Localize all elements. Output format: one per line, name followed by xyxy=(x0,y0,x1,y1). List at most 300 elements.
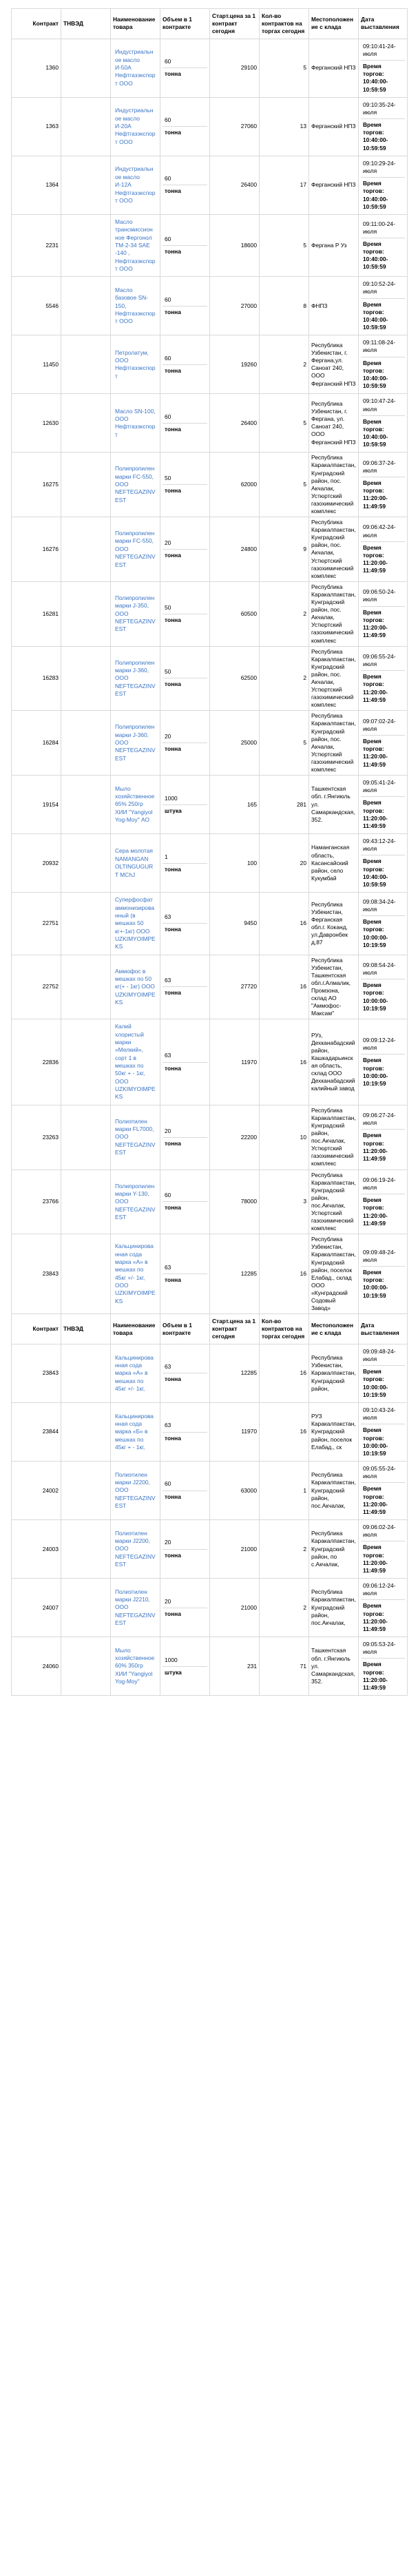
column-header-tnved: ТНВЭД xyxy=(61,9,111,39)
column-header-count: Кол-во контрактов на торгах сегодня xyxy=(260,1314,309,1344)
product-name-link[interactable]: Полипропилен марки J-350, ООО NEFTEGAZINVEST xyxy=(115,594,156,633)
table-row xyxy=(12,335,408,394)
start-price: 63000 xyxy=(210,1462,260,1520)
product-name-link[interactable]: Полипропилен марки Y-130, ООО NEFTEGAZINVEST xyxy=(115,1182,156,1221)
volume-cell xyxy=(160,834,210,893)
contract-number: 23843 xyxy=(12,1344,61,1402)
posted-timestamp: 09:05:41-24-июля xyxy=(361,777,405,797)
product-name-link[interactable]: Полипропилен марки J-360, ООО NEFTEGAZINVEST xyxy=(115,723,156,762)
start-price: 26400 xyxy=(210,156,260,214)
volume-value: 1000 xyxy=(163,1654,207,1667)
tnved-code xyxy=(61,1637,111,1696)
volume-cell xyxy=(160,1234,210,1314)
contracts-count: 5 xyxy=(260,39,309,97)
contracts-count: 281 xyxy=(260,776,309,834)
auction-time: Время торгов: 10:00:00-10:19:59 xyxy=(363,1057,388,1087)
table-row xyxy=(12,1403,408,1462)
product-name-link[interactable]: Масло трансмиссионное Фергонол ТМ-2-34 SAE -140 , Нефтгазэкспорт ООО xyxy=(115,218,156,272)
posted-timestamp: 09:06:55-24-июля xyxy=(361,651,405,671)
tnved-code xyxy=(61,834,111,893)
volume-unit: тонна xyxy=(165,551,181,559)
volume-cell xyxy=(160,517,210,582)
product-name-cell xyxy=(111,1105,160,1170)
product-name-link[interactable]: Калий хлористый марки «Мелкий», сорт 1 в мешках по 50кг + - 1кг, ООО UZKIMYOIMPEKS xyxy=(115,1023,156,1101)
product-name-link[interactable]: Масло базовое SN-150, Нефтгазэкспорт ООО xyxy=(115,286,156,325)
table-row xyxy=(12,711,408,776)
volume-unit: тонна xyxy=(165,745,181,753)
volume-value: 1000 xyxy=(163,793,207,805)
volume-cell xyxy=(160,1579,210,1637)
volume-cell xyxy=(160,1105,210,1170)
warehouse-location: Ферганский НПЗ xyxy=(309,97,359,156)
contract-number: 11450 xyxy=(12,335,61,394)
date-cell xyxy=(359,1234,408,1314)
product-name-link[interactable]: Полиэтилен марки FL7000, ООО NEFTEGAZINVEST xyxy=(115,1117,156,1156)
table-row xyxy=(12,1105,408,1170)
volume-value: 60 xyxy=(163,233,207,246)
column-header-name: Наименование товара xyxy=(111,1314,160,1344)
table-row xyxy=(12,1579,408,1637)
volume-value: 60 xyxy=(163,1478,207,1490)
table-row xyxy=(12,1520,408,1579)
auction-time: Время торгов: 11:20:00-11:49:59 xyxy=(363,1661,388,1691)
posted-timestamp: 09:06:02-24-июля xyxy=(361,1521,405,1541)
date-cell xyxy=(359,39,408,97)
volume-cell xyxy=(160,711,210,776)
tnved-code xyxy=(61,39,111,97)
warehouse-location: Республика Каракалпакстан, Кунградский район, пос. Акчалак, Устюртский газохимический комплекс xyxy=(309,646,359,711)
warehouse-location: Республика Каракалпакстан, Кунградский район, пос. Акчалак, Устюртский газохимический комплекс xyxy=(309,581,359,646)
product-name-link[interactable]: Кальцинированная сода марка «Б» в мешках по 45кг + - 1кг, xyxy=(115,1412,154,1451)
posted-timestamp: 09:05:53-24-июля xyxy=(361,1639,405,1659)
posted-timestamp: 09:10:47-24-июля xyxy=(361,395,405,415)
posted-timestamp: 09:11:08-24-июля xyxy=(361,337,405,357)
volume-value: 63 xyxy=(163,1361,207,1373)
volume-value: 60 xyxy=(163,56,207,68)
product-name-cell xyxy=(111,834,160,893)
volume-cell xyxy=(160,1520,210,1579)
product-name-link[interactable]: Индустриальное масло И-50А Нефтгазэкспорт ООО xyxy=(115,48,156,87)
contracts-count: 5 xyxy=(260,453,309,517)
volume-value: 63 xyxy=(163,1262,207,1274)
date-cell xyxy=(359,214,408,276)
table-row xyxy=(12,453,408,517)
date-cell xyxy=(359,517,408,582)
volume-value: 60 xyxy=(163,1190,207,1202)
product-name-cell xyxy=(111,581,160,646)
tnved-code xyxy=(61,1105,111,1170)
contract-number: 23263 xyxy=(12,1105,61,1170)
contracts-count: 71 xyxy=(260,1637,309,1696)
volume-value: 50 xyxy=(163,472,207,485)
start-price: 78000 xyxy=(210,1170,260,1234)
product-name-link[interactable]: Полипропилен марки J-360, ООО NEFTEGAZINVEST xyxy=(115,658,156,697)
date-cell xyxy=(359,156,408,214)
contract-number: 22836 xyxy=(12,1019,61,1105)
auction-time: Время торгов: 11:20:00-11:49:59 xyxy=(363,738,388,768)
volume-unit: тонна xyxy=(165,425,181,433)
product-name-link[interactable]: Полипропилен марки FC-550, ООО NEFTEGAZINVEST xyxy=(115,530,156,568)
date-cell xyxy=(359,955,408,1019)
volume-unit: тонна xyxy=(165,1064,181,1072)
date-cell xyxy=(359,1105,408,1170)
volume-unit: тонна xyxy=(165,926,181,933)
table-row xyxy=(12,646,408,711)
auction-time: Время торгов: 11:20:00-11:49:59 xyxy=(363,799,388,829)
volume-value: 63 xyxy=(163,975,207,987)
contracts-count: 2 xyxy=(260,1579,309,1637)
table-row xyxy=(12,394,408,453)
product-name-link[interactable]: Полиэтилен марки J2210, ООО NEFTEGAZINVEST xyxy=(115,1588,156,1627)
date-cell xyxy=(359,1637,408,1696)
volume-unit: тонна xyxy=(165,1375,181,1383)
volume-unit: тонна xyxy=(165,487,181,495)
table-row xyxy=(12,581,408,646)
auction-time: Время торгов: 11:20:00-11:49:59 xyxy=(363,1132,388,1162)
product-name-link[interactable]: Полипропилен марки FC-550, ООО NEFTEGAZINVEST xyxy=(115,465,156,503)
volume-unit: штука xyxy=(165,1668,182,1676)
tnved-code xyxy=(61,97,111,156)
contract-number: 22751 xyxy=(12,893,61,955)
start-price: 60500 xyxy=(210,581,260,646)
date-cell xyxy=(359,834,408,893)
volume-cell xyxy=(160,1344,210,1402)
contracts-count: 16 xyxy=(260,1344,309,1402)
table-header-row xyxy=(12,1314,408,1344)
posted-timestamp: 09:09:48-24-июля xyxy=(361,1346,405,1366)
warehouse-location: Ташкентская обл. г.Янгиюль ул. Самаркандская, 352. xyxy=(309,776,359,834)
product-name-link[interactable]: Мыло хозяйственное 60% 350гр ХИИ "Yangiyol Yog-Moy" xyxy=(115,1646,155,1685)
column-header-price: Старт.цена за 1 контракт сегодня xyxy=(210,1314,260,1344)
contracts-count: 10 xyxy=(260,1105,309,1170)
volume-value: 63 xyxy=(163,1420,207,1432)
contracts-count: 3 xyxy=(260,1170,309,1234)
tnved-code xyxy=(61,1403,111,1462)
product-name-link[interactable]: Индустриальное масло И-12А Нефтгазэкспорт ООО xyxy=(115,165,156,204)
tnved-code xyxy=(61,776,111,834)
column-header-count: Кол-во контрактов на торгах сегодня xyxy=(260,9,309,39)
auction-time: Время торгов: 10:40:00-10:59:59 xyxy=(363,858,388,888)
volume-value: 60 xyxy=(163,411,207,424)
table-row xyxy=(12,156,408,214)
product-name-cell xyxy=(111,517,160,582)
start-price: 62500 xyxy=(210,646,260,711)
posted-timestamp: 09:08:54-24-июля xyxy=(361,959,405,979)
warehouse-location: Республика Каракалпакстан, Кунградский район, пос.Акчалак, Устюртский газохимический комплекс xyxy=(309,1105,359,1170)
start-price: 12285 xyxy=(210,1344,260,1402)
product-name-link[interactable]: Кальцинированная сода марка «А» в мешках по 45кг +/- 1кг, xyxy=(115,1353,154,1392)
product-name-link[interactable]: Полиэтилен марки J2200, ООО NEFTEGAZINVEST xyxy=(115,1471,156,1510)
volume-value: 60 xyxy=(163,173,207,185)
column-header-location: Местоположение с клада xyxy=(309,1314,359,1344)
volume-unit: тонна xyxy=(165,129,181,136)
product-name-cell xyxy=(111,335,160,394)
contract-number: 16283 xyxy=(12,646,61,711)
start-price: 27060 xyxy=(210,97,260,156)
table-row xyxy=(12,1170,408,1234)
contracts-count: 13 xyxy=(260,97,309,156)
contracts-count: 16 xyxy=(260,893,309,955)
auction-time: Время торгов: 10:40:00-10:59:59 xyxy=(363,240,388,271)
column-header-volume: Объем в 1 контракте xyxy=(160,1314,210,1344)
contract-number: 1363 xyxy=(12,97,61,156)
tnved-code xyxy=(61,646,111,711)
contracts-count: 5 xyxy=(260,214,309,276)
tnved-code xyxy=(61,517,111,582)
product-name-cell xyxy=(111,955,160,1019)
table-row xyxy=(12,834,408,893)
column-header-volume: Объем в 1 контракте xyxy=(160,9,210,39)
contract-number: 22752 xyxy=(12,955,61,1019)
warehouse-location: Республика Каракалпакстан, Кунградский район, пос.Акчалак, xyxy=(309,1462,359,1520)
auction-time: Время торгов: 10:40:00-10:59:59 xyxy=(363,63,388,93)
warehouse-location: ФНПЗ xyxy=(309,277,359,335)
volume-cell xyxy=(160,1637,210,1696)
column-header-tnved: ТНВЭД xyxy=(61,1314,111,1344)
contracts-count: 9 xyxy=(260,517,309,582)
product-name-cell xyxy=(111,1579,160,1637)
tnved-code xyxy=(61,156,111,214)
product-name-cell xyxy=(111,1637,160,1696)
tnved-code xyxy=(61,581,111,646)
table-row xyxy=(12,39,408,97)
volume-value: 20 xyxy=(163,537,207,550)
start-price: 19260 xyxy=(210,335,260,394)
tnved-code xyxy=(61,335,111,394)
volume-value: 60 xyxy=(163,114,207,127)
product-name-link[interactable]: Индустриальное масло И-20А Нефтгазэкспорт ООО xyxy=(115,107,156,145)
volume-unit: тонна xyxy=(165,248,181,256)
column-header-contract: Контракт xyxy=(12,9,61,39)
date-cell xyxy=(359,1019,408,1105)
contract-number: 16276 xyxy=(12,517,61,582)
volume-cell xyxy=(160,776,210,834)
table-row xyxy=(12,776,408,834)
volume-unit: тонна xyxy=(165,70,181,78)
product-name-link[interactable]: Суперфосфат аммонизированный (в мешках 50 кг+-1кг) ООО UZKIMYOIMPEKS xyxy=(115,896,156,951)
product-name-cell xyxy=(111,1520,160,1579)
volume-value: 63 xyxy=(163,1050,207,1062)
auction-time: Время торгов: 11:20:00-11:49:59 xyxy=(363,673,388,703)
volume-cell xyxy=(160,97,210,156)
posted-timestamp: 09:06:19-24-июля xyxy=(361,1174,405,1194)
table-row xyxy=(12,517,408,582)
warehouse-location: Республика Каракалпакстан, Кунградский район, пос.Акчалак, xyxy=(309,1579,359,1637)
table-header-row xyxy=(12,9,408,39)
warehouse-location: Ферганский НПЗ xyxy=(309,156,359,214)
tnved-code xyxy=(61,955,111,1019)
warehouse-location: Республика Узбекистан, г. Фергана, ул. Саноат 240, ООО Ферганский НПЗ xyxy=(309,394,359,453)
table-row xyxy=(12,277,408,335)
contracts-count: 20 xyxy=(260,834,309,893)
volume-cell xyxy=(160,1170,210,1234)
start-price: 18600 xyxy=(210,214,260,276)
posted-timestamp: 09:06:27-24-июля xyxy=(361,1110,405,1130)
contracts-count: 5 xyxy=(260,394,309,453)
posted-timestamp: 09:09:48-24-июля xyxy=(361,1247,405,1267)
volume-cell xyxy=(160,39,210,97)
volume-unit: штука xyxy=(165,807,182,814)
auction-time: Время торгов: 10:40:00-10:59:59 xyxy=(363,359,388,390)
contract-number: 16284 xyxy=(12,711,61,776)
product-name-cell xyxy=(111,277,160,335)
posted-timestamp: 09:06:12-24-июля xyxy=(361,1580,405,1600)
tnved-code xyxy=(61,711,111,776)
volume-value: 20 xyxy=(163,1537,207,1549)
volume-cell xyxy=(160,581,210,646)
date-cell xyxy=(359,1170,408,1234)
start-price: 27000 xyxy=(210,277,260,335)
table-row xyxy=(12,1344,408,1402)
tnved-code xyxy=(61,1234,111,1314)
volume-unit: тонна xyxy=(165,1610,181,1617)
date-cell xyxy=(359,646,408,711)
column-header-name: Наименование товара xyxy=(111,9,160,39)
posted-timestamp: 09:43:12-24-июля xyxy=(361,835,405,855)
posted-timestamp: 09:06:50-24-июля xyxy=(361,586,405,606)
auction-time: Время торгов: 10:00:00-10:19:59 xyxy=(363,1368,388,1398)
contracts-count: 16 xyxy=(260,955,309,1019)
volume-unit: тонна xyxy=(165,1204,181,1212)
product-name-link[interactable]: Масло SN-100, ООО Нефтгазэкспорт xyxy=(115,407,156,438)
product-name-cell xyxy=(111,1462,160,1520)
contract-number: 5546 xyxy=(12,277,61,335)
auction-time: Время торгов: 11:20:00-11:49:59 xyxy=(363,1544,388,1574)
posted-timestamp: 09:06:42-24-июля xyxy=(361,521,405,541)
product-name-link[interactable]: Кальцинированная сода марка «А» в мешках по 45кг +/- 1кг, ООО UZKIMYOIMPEKS xyxy=(115,1243,156,1305)
auction-time: Время торгов: 10:00:00-10:19:59 xyxy=(363,1426,388,1457)
warehouse-location: РУз, Дехканабадский район, Кашкадарьинская область, склад ООО Дехканабадский калийный завод xyxy=(309,1019,359,1105)
product-name-link[interactable]: Мыло хозяйственное 65% 250гр ХИИ "Yangiyol Yog-Moy" АО xyxy=(115,785,155,824)
auction-time: Время торгов: 10:40:00-10:59:59 xyxy=(363,417,388,448)
start-price: 100 xyxy=(210,834,260,893)
volume-cell xyxy=(160,394,210,453)
contract-number: 1360 xyxy=(12,39,61,97)
contract-number: 20932 xyxy=(12,834,61,893)
contracts-count: 1 xyxy=(260,1462,309,1520)
volume-unit: тонна xyxy=(165,1493,181,1500)
date-cell xyxy=(359,581,408,646)
contract-number: 23766 xyxy=(12,1170,61,1234)
volume-value: 50 xyxy=(163,602,207,614)
contract-number: 24007 xyxy=(12,1579,61,1637)
contract-number: 1364 xyxy=(12,156,61,214)
start-price: 12285 xyxy=(210,1234,260,1314)
column-header-contract: Контракт xyxy=(12,1314,61,1344)
start-price: 27720 xyxy=(210,955,260,1019)
start-price: 165 xyxy=(210,776,260,834)
product-name-cell xyxy=(111,453,160,517)
contracts-count: 16 xyxy=(260,1403,309,1462)
auction-time: Время торгов: 10:00:00-10:19:59 xyxy=(363,918,388,948)
warehouse-location: Республика Каракалпакстан, Кунградский район, пос. Акчалак, Устюртский газохимический комплекс xyxy=(309,517,359,582)
product-name-link[interactable]: Сера молотая NAMANGAN OLTINGUGURT MChJ xyxy=(115,847,154,878)
date-cell xyxy=(359,277,408,335)
tnved-code xyxy=(61,1170,111,1234)
volume-unit: тонна xyxy=(165,1551,181,1559)
product-name-cell xyxy=(111,1019,160,1105)
contracts-count: 2 xyxy=(260,335,309,394)
volume-unit: тонна xyxy=(165,1276,181,1284)
table-row xyxy=(12,1234,408,1314)
auction-time: Время торгов: 11:20:00-11:49:59 xyxy=(363,1485,388,1515)
start-price: 11970 xyxy=(210,1403,260,1462)
product-name-cell xyxy=(111,214,160,276)
warehouse-location: Ташкентская обл. г.Янгиюль ул. Самаркандская, 352. xyxy=(309,1637,359,1696)
volume-cell xyxy=(160,335,210,394)
volume-unit: тонна xyxy=(165,366,181,374)
product-name-link[interactable]: Петролатум, ООО Нефтгазэкспорт xyxy=(115,349,156,380)
product-name-cell xyxy=(111,711,160,776)
start-price: 22200 xyxy=(210,1105,260,1170)
date-cell xyxy=(359,335,408,394)
start-price: 21000 xyxy=(210,1520,260,1579)
posted-timestamp: 09:09:12-24-июля xyxy=(361,1035,405,1055)
contract-number: 24003 xyxy=(12,1520,61,1579)
date-cell xyxy=(359,1462,408,1520)
volume-value: 50 xyxy=(163,666,207,678)
volume-value: 63 xyxy=(163,911,207,924)
product-name-cell xyxy=(111,394,160,453)
volume-cell xyxy=(160,1462,210,1520)
tnved-code xyxy=(61,453,111,517)
tnved-code xyxy=(61,893,111,955)
posted-timestamp: 09:06:37-24-июля xyxy=(361,457,405,477)
auction-time: Время торгов: 11:20:00-11:49:59 xyxy=(363,479,388,510)
posted-timestamp: 09:10:29-24-июля xyxy=(361,158,405,178)
volume-cell xyxy=(160,277,210,335)
warehouse-location: РУЗ Каракалпакстан, Кунградский район, поселок Елабад., ск xyxy=(309,1403,359,1462)
auction-time: Время торгов: 10:00:00-10:19:59 xyxy=(363,1269,388,1299)
product-name-cell xyxy=(111,1170,160,1234)
volume-cell xyxy=(160,646,210,711)
start-price: 29100 xyxy=(210,39,260,97)
volume-value: 1 xyxy=(163,851,207,864)
volume-unit: тонна xyxy=(165,1139,181,1147)
start-price: 25000 xyxy=(210,711,260,776)
contract-number: 23843 xyxy=(12,1234,61,1314)
date-cell xyxy=(359,453,408,517)
volume-value: 20 xyxy=(163,1596,207,1608)
posted-timestamp: 09:10:41-24-июля xyxy=(361,41,405,61)
tnved-code xyxy=(61,1462,111,1520)
contracts-table xyxy=(11,8,408,1696)
product-name-link[interactable]: Аммофос в мешках по 50 кг(+ - 1кг) ООО UZKIMYOIMPEKS xyxy=(115,967,156,1006)
warehouse-location: Республика Узбекистан, Каракалпакстан, Кунградский район, поселок Елабад., склад ООО «Кунградский Содовый Завод» xyxy=(309,1234,359,1314)
volume-unit: тонна xyxy=(165,989,181,997)
contract-number: 12630 xyxy=(12,394,61,453)
tnved-code xyxy=(61,277,111,335)
contracts-count: 16 xyxy=(260,1234,309,1314)
auction-time: Время торгов: 10:40:00-10:59:59 xyxy=(363,121,388,152)
date-cell xyxy=(359,1579,408,1637)
contract-number: 24002 xyxy=(12,1462,61,1520)
volume-unit: тонна xyxy=(165,1434,181,1442)
product-name-link[interactable]: Полиэтилен марки J2200, ООО NEFTEGAZINVEST xyxy=(115,1529,156,1568)
column-header-price: Старт.цена за 1 контракт сегодня xyxy=(210,9,260,39)
auction-time: Время торгов: 11:20:00-11:49:59 xyxy=(363,608,388,639)
contract-number: 16275 xyxy=(12,453,61,517)
date-cell xyxy=(359,893,408,955)
column-header-date: Дата выставления xyxy=(359,1314,408,1344)
volume-cell xyxy=(160,156,210,214)
product-name-cell xyxy=(111,776,160,834)
posted-timestamp: 09:10:52-24-июля xyxy=(361,278,405,298)
volume-cell xyxy=(160,893,210,955)
posted-timestamp: 09:05:55-24-июля xyxy=(361,1463,405,1483)
tnved-code xyxy=(61,1520,111,1579)
table-row xyxy=(12,1637,408,1696)
